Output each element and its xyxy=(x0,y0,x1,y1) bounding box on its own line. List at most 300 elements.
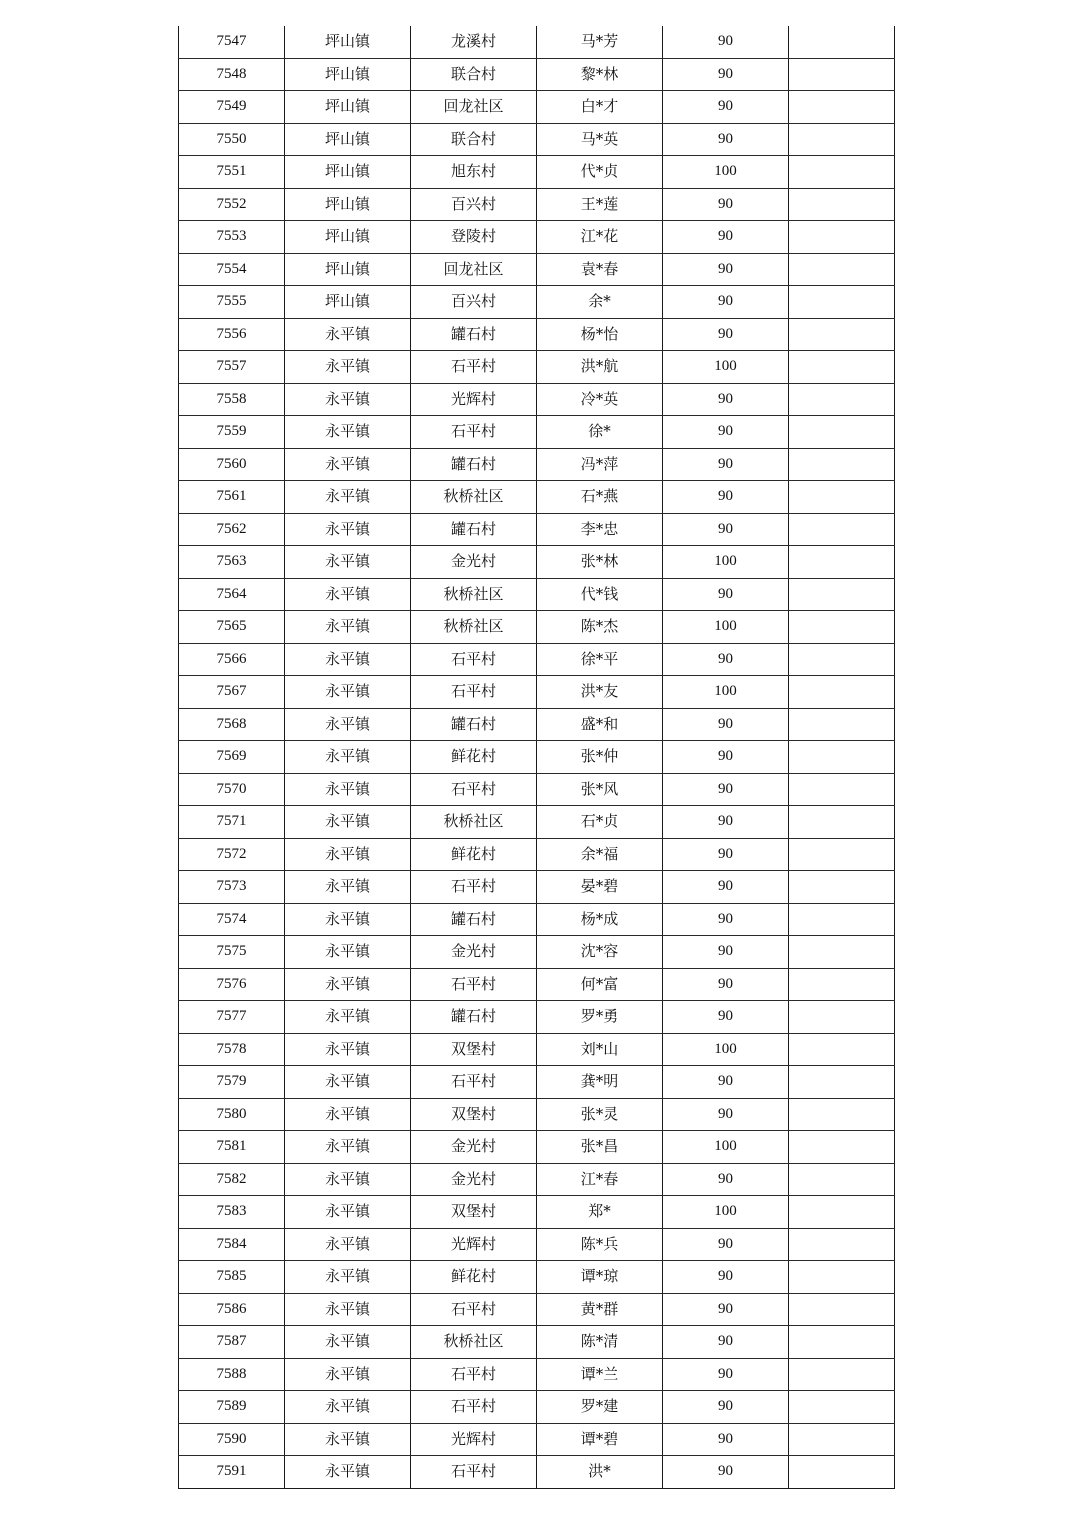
cell-amount: 90 xyxy=(663,871,789,904)
cell-note xyxy=(789,351,895,384)
cell-person-name: 白*才 xyxy=(537,91,663,124)
cell-town: 坪山镇 xyxy=(285,91,411,124)
table-row xyxy=(179,58,895,91)
cell-person-name: 杨*成 xyxy=(537,903,663,936)
cell-amount: 100 xyxy=(663,351,789,384)
cell-town: 永平镇 xyxy=(285,1358,411,1391)
cell-town: 永平镇 xyxy=(285,903,411,936)
cell-amount: 90 xyxy=(663,416,789,449)
cell-town: 永平镇 xyxy=(285,773,411,806)
cell-person-name: 杨*怡 xyxy=(537,318,663,351)
cell-note xyxy=(789,1001,895,1034)
cell-note xyxy=(789,1391,895,1424)
table-row xyxy=(179,1456,895,1489)
cell-note xyxy=(789,1456,895,1489)
cell-note xyxy=(789,1326,895,1359)
cell-town: 永平镇 xyxy=(285,1391,411,1424)
cell-serial-number: 7586 xyxy=(179,1293,285,1326)
cell-amount: 100 xyxy=(663,676,789,709)
cell-amount: 90 xyxy=(663,968,789,1001)
cell-person-name: 余*福 xyxy=(537,838,663,871)
cell-village: 回龙社区 xyxy=(411,253,537,286)
cell-village: 石平村 xyxy=(411,1358,537,1391)
cell-person-name: 罗*建 xyxy=(537,1391,663,1424)
cell-town: 永平镇 xyxy=(285,481,411,514)
table-row xyxy=(179,416,895,449)
table-row xyxy=(179,546,895,579)
cell-town: 坪山镇 xyxy=(285,26,411,58)
table-row xyxy=(179,611,895,644)
cell-town: 永平镇 xyxy=(285,806,411,839)
cell-village: 石平村 xyxy=(411,351,537,384)
table-row xyxy=(179,1261,895,1294)
cell-village: 龙溪村 xyxy=(411,26,537,58)
cell-note xyxy=(789,188,895,221)
cell-serial-number: 7582 xyxy=(179,1163,285,1196)
table-body xyxy=(179,26,895,1488)
table-row xyxy=(179,1163,895,1196)
cell-serial-number: 7581 xyxy=(179,1131,285,1164)
cell-note xyxy=(789,903,895,936)
table-row xyxy=(179,123,895,156)
cell-person-name: 徐* xyxy=(537,416,663,449)
cell-village: 双堡村 xyxy=(411,1098,537,1131)
cell-village: 罐石村 xyxy=(411,903,537,936)
cell-amount: 90 xyxy=(663,936,789,969)
cell-amount: 90 xyxy=(663,221,789,254)
table-row xyxy=(179,1391,895,1424)
cell-note xyxy=(789,221,895,254)
cell-amount: 100 xyxy=(663,156,789,189)
table-row xyxy=(179,741,895,774)
cell-note xyxy=(789,1293,895,1326)
cell-person-name: 张*仲 xyxy=(537,741,663,774)
cell-village: 鲜花村 xyxy=(411,741,537,774)
cell-town: 坪山镇 xyxy=(285,253,411,286)
cell-serial-number: 7573 xyxy=(179,871,285,904)
cell-note xyxy=(789,253,895,286)
cell-serial-number: 7556 xyxy=(179,318,285,351)
cell-person-name: 何*富 xyxy=(537,968,663,1001)
cell-note xyxy=(789,1358,895,1391)
cell-amount: 100 xyxy=(663,1131,789,1164)
cell-person-name: 马*芳 xyxy=(537,26,663,58)
table-row xyxy=(179,1131,895,1164)
cell-amount: 90 xyxy=(663,286,789,319)
cell-village: 旭东村 xyxy=(411,156,537,189)
cell-serial-number: 7558 xyxy=(179,383,285,416)
cell-person-name: 石*燕 xyxy=(537,481,663,514)
cell-note xyxy=(789,26,895,58)
cell-note xyxy=(789,838,895,871)
cell-serial-number: 7589 xyxy=(179,1391,285,1424)
cell-serial-number: 7576 xyxy=(179,968,285,1001)
table-row xyxy=(179,1098,895,1131)
subsidy-list-table-wrapper xyxy=(178,26,894,1489)
cell-serial-number: 7567 xyxy=(179,676,285,709)
cell-town: 坪山镇 xyxy=(285,123,411,156)
cell-village: 金光村 xyxy=(411,546,537,579)
cell-amount: 90 xyxy=(663,253,789,286)
cell-town: 永平镇 xyxy=(285,1131,411,1164)
table-row xyxy=(179,383,895,416)
cell-amount: 100 xyxy=(663,1196,789,1229)
cell-amount: 90 xyxy=(663,838,789,871)
cell-note xyxy=(789,286,895,319)
cell-village: 秋桥社区 xyxy=(411,611,537,644)
cell-note xyxy=(789,416,895,449)
cell-serial-number: 7557 xyxy=(179,351,285,384)
cell-village: 秋桥社区 xyxy=(411,578,537,611)
cell-person-name: 洪*友 xyxy=(537,676,663,709)
cell-village: 石平村 xyxy=(411,773,537,806)
cell-serial-number: 7562 xyxy=(179,513,285,546)
cell-town: 坪山镇 xyxy=(285,156,411,189)
cell-note xyxy=(789,58,895,91)
cell-village: 罐石村 xyxy=(411,1001,537,1034)
cell-town: 永平镇 xyxy=(285,1456,411,1489)
table-row xyxy=(179,1066,895,1099)
cell-person-name: 马*英 xyxy=(537,123,663,156)
cell-amount: 90 xyxy=(663,1358,789,1391)
cell-serial-number: 7577 xyxy=(179,1001,285,1034)
cell-note xyxy=(789,708,895,741)
cell-note xyxy=(789,91,895,124)
table-row xyxy=(179,513,895,546)
cell-note xyxy=(789,1261,895,1294)
cell-village: 罐石村 xyxy=(411,448,537,481)
cell-serial-number: 7553 xyxy=(179,221,285,254)
cell-village: 登陵村 xyxy=(411,221,537,254)
table-row xyxy=(179,676,895,709)
table-row xyxy=(179,1196,895,1229)
table-row xyxy=(179,1358,895,1391)
cell-town: 永平镇 xyxy=(285,1196,411,1229)
cell-amount: 90 xyxy=(663,578,789,611)
cell-amount: 90 xyxy=(663,708,789,741)
cell-amount: 90 xyxy=(663,806,789,839)
cell-town: 永平镇 xyxy=(285,416,411,449)
table-row xyxy=(179,838,895,871)
cell-village: 双堡村 xyxy=(411,1033,537,1066)
cell-note xyxy=(789,448,895,481)
cell-amount: 90 xyxy=(663,58,789,91)
cell-serial-number: 7570 xyxy=(179,773,285,806)
cell-serial-number: 7574 xyxy=(179,903,285,936)
cell-town: 永平镇 xyxy=(285,1033,411,1066)
cell-serial-number: 7571 xyxy=(179,806,285,839)
cell-village: 石平村 xyxy=(411,871,537,904)
table-row xyxy=(179,1293,895,1326)
cell-serial-number: 7554 xyxy=(179,253,285,286)
cell-person-name: 陈*清 xyxy=(537,1326,663,1359)
cell-note xyxy=(789,741,895,774)
cell-person-name: 陈*兵 xyxy=(537,1228,663,1261)
cell-village: 石平村 xyxy=(411,1066,537,1099)
cell-amount: 90 xyxy=(663,123,789,156)
table-row xyxy=(179,318,895,351)
cell-amount: 90 xyxy=(663,903,789,936)
cell-village: 秋桥社区 xyxy=(411,806,537,839)
cell-person-name: 罗*勇 xyxy=(537,1001,663,1034)
cell-town: 坪山镇 xyxy=(285,188,411,221)
cell-amount: 100 xyxy=(663,546,789,579)
cell-serial-number: 7563 xyxy=(179,546,285,579)
cell-serial-number: 7547 xyxy=(179,26,285,58)
cell-note xyxy=(789,968,895,1001)
cell-person-name: 代*贞 xyxy=(537,156,663,189)
table-row xyxy=(179,708,895,741)
cell-village: 罐石村 xyxy=(411,513,537,546)
cell-note xyxy=(789,156,895,189)
cell-person-name: 谭*兰 xyxy=(537,1358,663,1391)
cell-village: 金光村 xyxy=(411,1131,537,1164)
cell-serial-number: 7549 xyxy=(179,91,285,124)
cell-serial-number: 7578 xyxy=(179,1033,285,1066)
cell-village: 联合村 xyxy=(411,123,537,156)
cell-note xyxy=(789,578,895,611)
cell-village: 百兴村 xyxy=(411,188,537,221)
cell-village: 石平村 xyxy=(411,1293,537,1326)
table-row xyxy=(179,1001,895,1034)
cell-town: 永平镇 xyxy=(285,1423,411,1456)
cell-town: 永平镇 xyxy=(285,871,411,904)
cell-village: 联合村 xyxy=(411,58,537,91)
cell-amount: 90 xyxy=(663,741,789,774)
cell-amount: 90 xyxy=(663,1391,789,1424)
cell-person-name: 张*林 xyxy=(537,546,663,579)
cell-note xyxy=(789,871,895,904)
cell-amount: 90 xyxy=(663,1228,789,1261)
cell-person-name: 张*灵 xyxy=(537,1098,663,1131)
cell-note xyxy=(789,481,895,514)
cell-amount: 90 xyxy=(663,448,789,481)
cell-serial-number: 7551 xyxy=(179,156,285,189)
cell-note xyxy=(789,1066,895,1099)
table-row xyxy=(179,643,895,676)
cell-person-name: 袁*春 xyxy=(537,253,663,286)
cell-town: 永平镇 xyxy=(285,643,411,676)
cell-amount: 90 xyxy=(663,1163,789,1196)
cell-person-name: 谭*琼 xyxy=(537,1261,663,1294)
cell-person-name: 石*贞 xyxy=(537,806,663,839)
cell-town: 永平镇 xyxy=(285,1261,411,1294)
cell-village: 金光村 xyxy=(411,936,537,969)
cell-person-name: 代*钱 xyxy=(537,578,663,611)
cell-amount: 90 xyxy=(663,513,789,546)
cell-amount: 90 xyxy=(663,773,789,806)
cell-person-name: 王*莲 xyxy=(537,188,663,221)
cell-person-name: 黎*林 xyxy=(537,58,663,91)
cell-serial-number: 7561 xyxy=(179,481,285,514)
cell-town: 永平镇 xyxy=(285,383,411,416)
cell-note xyxy=(789,773,895,806)
cell-note xyxy=(789,1196,895,1229)
cell-note xyxy=(789,1163,895,1196)
cell-serial-number: 7579 xyxy=(179,1066,285,1099)
cell-town: 永平镇 xyxy=(285,741,411,774)
cell-serial-number: 7590 xyxy=(179,1423,285,1456)
cell-town: 永平镇 xyxy=(285,546,411,579)
cell-town: 永平镇 xyxy=(285,578,411,611)
cell-amount: 90 xyxy=(663,1326,789,1359)
cell-serial-number: 7575 xyxy=(179,936,285,969)
table-row xyxy=(179,578,895,611)
cell-person-name: 余* xyxy=(537,286,663,319)
table-row xyxy=(179,871,895,904)
cell-person-name: 沈*容 xyxy=(537,936,663,969)
cell-serial-number: 7584 xyxy=(179,1228,285,1261)
cell-amount: 90 xyxy=(663,1261,789,1294)
table-row xyxy=(179,481,895,514)
table-row xyxy=(179,188,895,221)
cell-amount: 90 xyxy=(663,1423,789,1456)
cell-person-name: 谭*碧 xyxy=(537,1423,663,1456)
table-row xyxy=(179,1423,895,1456)
cell-amount: 90 xyxy=(663,1293,789,1326)
cell-town: 坪山镇 xyxy=(285,221,411,254)
cell-person-name: 张*风 xyxy=(537,773,663,806)
cell-note xyxy=(789,1098,895,1131)
cell-amount: 90 xyxy=(663,1098,789,1131)
cell-serial-number: 7565 xyxy=(179,611,285,644)
cell-village: 石平村 xyxy=(411,416,537,449)
cell-amount: 100 xyxy=(663,1033,789,1066)
cell-town: 永平镇 xyxy=(285,708,411,741)
table-row xyxy=(179,1228,895,1261)
cell-town: 永平镇 xyxy=(285,448,411,481)
cell-town: 永平镇 xyxy=(285,513,411,546)
cell-person-name: 冯*萍 xyxy=(537,448,663,481)
cell-person-name: 李*忠 xyxy=(537,513,663,546)
cell-note xyxy=(789,1423,895,1456)
cell-town: 永平镇 xyxy=(285,968,411,1001)
table-row xyxy=(179,806,895,839)
cell-person-name: 徐*平 xyxy=(537,643,663,676)
cell-serial-number: 7580 xyxy=(179,1098,285,1131)
cell-amount: 90 xyxy=(663,26,789,58)
table-row xyxy=(179,1326,895,1359)
cell-amount: 90 xyxy=(663,1001,789,1034)
cell-serial-number: 7550 xyxy=(179,123,285,156)
cell-serial-number: 7564 xyxy=(179,578,285,611)
cell-town: 永平镇 xyxy=(285,1228,411,1261)
cell-village: 秋桥社区 xyxy=(411,1326,537,1359)
cell-person-name: 冷*英 xyxy=(537,383,663,416)
table-row xyxy=(179,903,895,936)
cell-serial-number: 7585 xyxy=(179,1261,285,1294)
cell-serial-number: 7560 xyxy=(179,448,285,481)
cell-village: 光辉村 xyxy=(411,383,537,416)
cell-village: 回龙社区 xyxy=(411,91,537,124)
cell-amount: 90 xyxy=(663,383,789,416)
cell-person-name: 黄*群 xyxy=(537,1293,663,1326)
cell-person-name: 郑* xyxy=(537,1196,663,1229)
table-row xyxy=(179,26,895,58)
cell-note xyxy=(789,806,895,839)
cell-village: 罐石村 xyxy=(411,708,537,741)
table-row xyxy=(179,253,895,286)
cell-amount: 100 xyxy=(663,611,789,644)
table-row xyxy=(179,448,895,481)
cell-serial-number: 7569 xyxy=(179,741,285,774)
cell-town: 坪山镇 xyxy=(285,286,411,319)
cell-town: 永平镇 xyxy=(285,838,411,871)
subsidy-list-table xyxy=(178,26,895,1489)
cell-serial-number: 7548 xyxy=(179,58,285,91)
cell-town: 永平镇 xyxy=(285,676,411,709)
cell-serial-number: 7587 xyxy=(179,1326,285,1359)
table-row xyxy=(179,221,895,254)
cell-serial-number: 7552 xyxy=(179,188,285,221)
table-row xyxy=(179,91,895,124)
cell-person-name: 陈*杰 xyxy=(537,611,663,644)
cell-note xyxy=(789,1228,895,1261)
cell-note xyxy=(789,676,895,709)
table-row xyxy=(179,968,895,1001)
cell-amount: 90 xyxy=(663,188,789,221)
cell-serial-number: 7559 xyxy=(179,416,285,449)
cell-town: 永平镇 xyxy=(285,1293,411,1326)
cell-note xyxy=(789,643,895,676)
cell-town: 永平镇 xyxy=(285,1001,411,1034)
cell-village: 石平村 xyxy=(411,676,537,709)
cell-amount: 90 xyxy=(663,1456,789,1489)
cell-town: 永平镇 xyxy=(285,1326,411,1359)
cell-note xyxy=(789,318,895,351)
cell-person-name: 刘*山 xyxy=(537,1033,663,1066)
cell-note xyxy=(789,123,895,156)
cell-village: 金光村 xyxy=(411,1163,537,1196)
table-row xyxy=(179,936,895,969)
cell-village: 光辉村 xyxy=(411,1423,537,1456)
cell-note xyxy=(789,546,895,579)
cell-town: 永平镇 xyxy=(285,611,411,644)
cell-town: 永平镇 xyxy=(285,936,411,969)
cell-amount: 90 xyxy=(663,318,789,351)
cell-amount: 90 xyxy=(663,481,789,514)
cell-amount: 90 xyxy=(663,91,789,124)
cell-town: 永平镇 xyxy=(285,318,411,351)
table-row xyxy=(179,773,895,806)
cell-town: 永平镇 xyxy=(285,1163,411,1196)
cell-person-name: 晏*碧 xyxy=(537,871,663,904)
cell-village: 石平村 xyxy=(411,968,537,1001)
cell-serial-number: 7572 xyxy=(179,838,285,871)
cell-amount: 90 xyxy=(663,1066,789,1099)
cell-note xyxy=(789,513,895,546)
cell-village: 鲜花村 xyxy=(411,1261,537,1294)
cell-town: 永平镇 xyxy=(285,1066,411,1099)
cell-note xyxy=(789,383,895,416)
cell-town: 坪山镇 xyxy=(285,58,411,91)
table-row xyxy=(179,351,895,384)
cell-person-name: 龚*明 xyxy=(537,1066,663,1099)
cell-village: 石平村 xyxy=(411,1456,537,1489)
cell-village: 罐石村 xyxy=(411,318,537,351)
cell-serial-number: 7591 xyxy=(179,1456,285,1489)
cell-town: 永平镇 xyxy=(285,351,411,384)
cell-note xyxy=(789,611,895,644)
cell-village: 石平村 xyxy=(411,1391,537,1424)
cell-amount: 90 xyxy=(663,643,789,676)
cell-person-name: 江*花 xyxy=(537,221,663,254)
cell-note xyxy=(789,1131,895,1164)
cell-town: 永平镇 xyxy=(285,1098,411,1131)
cell-person-name: 洪*航 xyxy=(537,351,663,384)
cell-village: 百兴村 xyxy=(411,286,537,319)
cell-village: 鲜花村 xyxy=(411,838,537,871)
